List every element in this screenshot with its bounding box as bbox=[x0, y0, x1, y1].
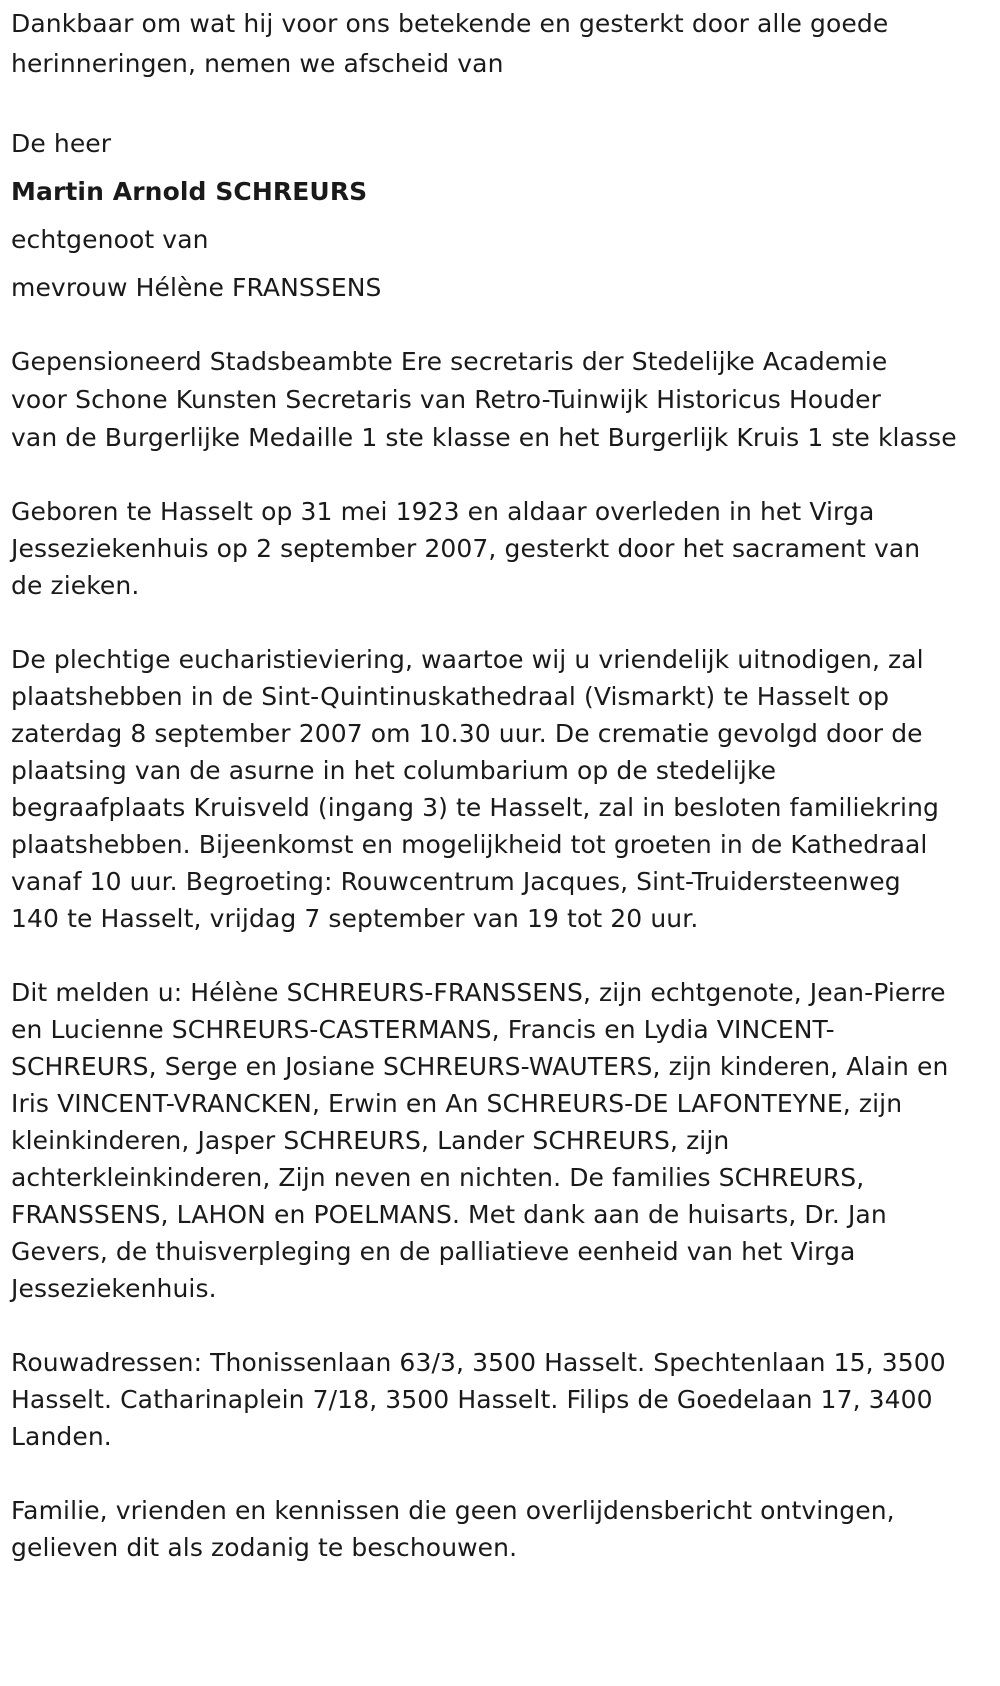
title-prefix: De heer bbox=[11, 129, 112, 158]
family-line: SCHREURS, Serge en Josiane SCHREURS-WAUTERS, zijn kinderen, Alain en bbox=[11, 1052, 949, 1081]
paragraph-gap bbox=[11, 84, 986, 124]
birth-death-line: Jesseziekenhuis op 2 september 2007, gesterkt door het sacrament van bbox=[11, 534, 921, 563]
paragraph-gap bbox=[11, 606, 986, 640]
family-line: Iris VINCENT-VRANCKEN, Erwin en An SCHREURS-DE LAFONTEYNE, zijn bbox=[11, 1089, 903, 1118]
birth-death-line: de zieken. bbox=[11, 571, 140, 600]
career-line: voor Schone Kunsten Secretaris van Retro-Tuinwijk Historicus Houder bbox=[11, 385, 882, 414]
obituary-text bbox=[11, 0, 986, 1568]
ceremony-line: 140 te Hasselt, vrijdag 7 september van 19 tot 20 uur. bbox=[11, 904, 699, 933]
intro-line: herinneringen, nemen we afscheid van bbox=[11, 49, 504, 78]
ceremony-line: vanaf 10 uur. Begroeting: Rouwcentrum Jacques, Sint-Truidersteenweg bbox=[11, 867, 901, 896]
ceremony-line: zaterdag 8 september 2007 om 10.30 uur. De crematie gevolgd door de bbox=[11, 719, 923, 748]
family-line: Gevers, de thuisverpleging en de palliatieve eenheid van het Virga bbox=[11, 1237, 856, 1266]
deceased-name: Martin Arnold SCHREURS bbox=[11, 177, 368, 206]
address-line: Landen. bbox=[11, 1422, 112, 1451]
closing-line: gelieven dit als zodanig te beschouwen. bbox=[11, 1533, 518, 1562]
paragraph-gap bbox=[11, 1309, 986, 1343]
ceremony-line: De plechtige eucharistieviering, waartoe wij u vriendelijk uitnodigen, zal bbox=[11, 645, 924, 674]
ceremony-line: plaatsing van de asurne in het columbarium op de stedelijke bbox=[11, 756, 777, 785]
paragraph-gap bbox=[11, 939, 986, 973]
closing-paragraph bbox=[11, 1491, 986, 1568]
deceased-block bbox=[11, 124, 986, 308]
birth-death-line: Geboren te Hasselt op 31 mei 1923 en aldaar overleden in het Virga bbox=[11, 497, 875, 526]
family-line: kleinkinderen, Jasper SCHREURS, Lander SCHREURS, zijn bbox=[11, 1126, 730, 1155]
birth-death-paragraph bbox=[11, 492, 986, 606]
career-line: Gepensioneerd Stadsbeambte Ere secretaris der Stedelijke Academie bbox=[11, 347, 888, 376]
family-paragraph bbox=[11, 973, 986, 1309]
ceremony-line: plaatshebben in de Sint-Quintinuskathedraal (Vismarkt) te Hasselt op bbox=[11, 682, 890, 711]
spouse-name: mevrouw Hélène FRANSSENS bbox=[11, 273, 382, 302]
addresses-paragraph bbox=[11, 1343, 986, 1457]
ceremony-line: begraafplaats Kruisveld (ingang 3) te Hasselt, zal in besloten familiekring bbox=[11, 793, 939, 822]
spouse-relation: echtgenoot van bbox=[11, 225, 209, 254]
family-line: achterkleinkinderen, Zijn neven en nichten. De families SCHREURS, bbox=[11, 1163, 865, 1192]
family-line: Dit melden u: Hélène SCHREURS-FRANSSENS, zijn echtgenote, Jean-Pierre bbox=[11, 978, 946, 1007]
intro-paragraph bbox=[11, 0, 986, 84]
family-line: en Lucienne SCHREURS-CASTERMANS, Francis en Lydia VINCENT- bbox=[11, 1015, 835, 1044]
paragraph-gap bbox=[11, 1457, 986, 1491]
address-line: Hasselt. Catharinaplein 7/18, 3500 Hasselt. Filips de Goedelaan 17, 3400 bbox=[11, 1385, 933, 1414]
address-line: Rouwadressen: Thonissenlaan 63/3, 3500 Hasselt. Spechtenlaan 15, 3500 bbox=[11, 1348, 946, 1377]
closing-line: Familie, vrienden en kennissen die geen overlijdensbericht ontvingen, bbox=[11, 1496, 895, 1525]
intro-line: Dankbaar om wat hij voor ons betekende en gesterkt door alle goede bbox=[11, 9, 889, 38]
family-line: FRANSSENS, LAHON en POELMANS. Met dank aan de huisarts, Dr. Jan bbox=[11, 1200, 887, 1229]
paragraph-gap bbox=[11, 308, 986, 342]
family-line: Jesseziekenhuis. bbox=[11, 1274, 217, 1303]
paragraph-gap bbox=[11, 458, 986, 492]
career-line: van de Burgerlijke Medaille 1 ste klasse en het Burgerlijk Kruis 1 ste klasse bbox=[11, 423, 957, 452]
career-paragraph bbox=[11, 342, 986, 458]
ceremony-line: plaatshebben. Bijeenkomst en mogelijkheid tot groeten in de Kathedraal bbox=[11, 830, 928, 859]
ceremony-paragraph bbox=[11, 640, 986, 939]
